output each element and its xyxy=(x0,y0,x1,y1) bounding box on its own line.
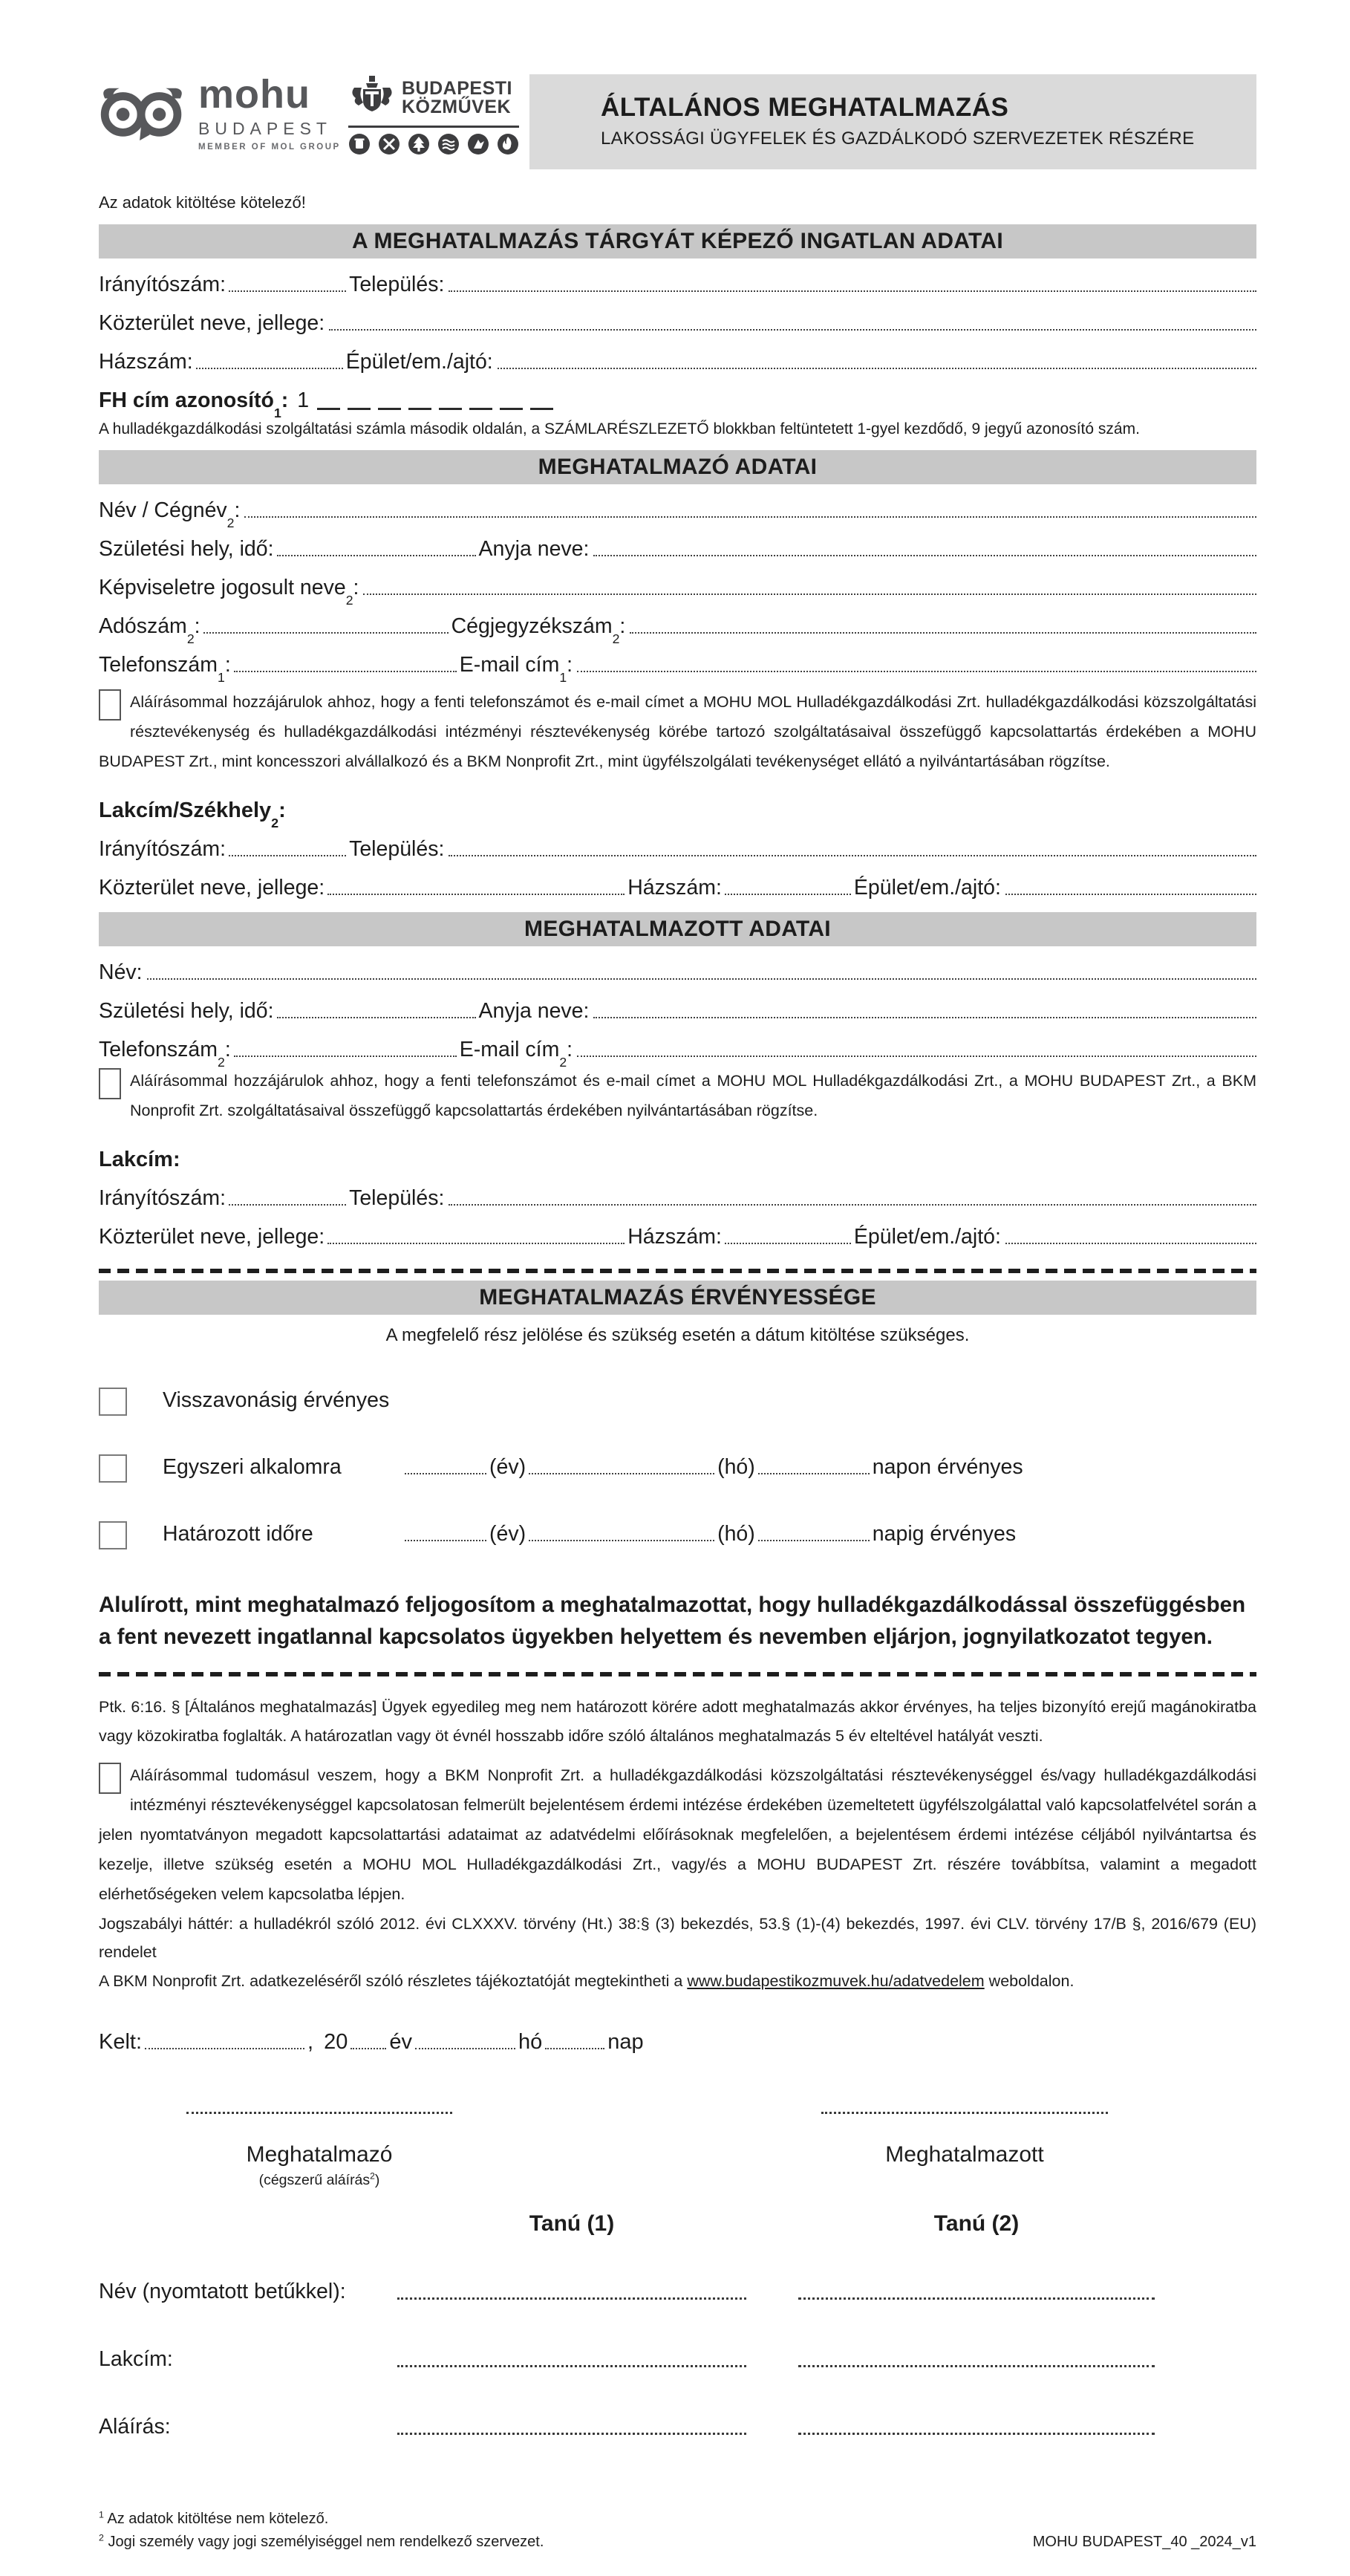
section-heading-principal: MEGHATALMAZÓ ADATAI xyxy=(99,450,1256,484)
chimney-sweep-icon xyxy=(467,133,489,155)
city-field[interactable] xyxy=(449,290,1256,292)
principal-name-colon: : xyxy=(234,498,241,522)
principal-mother-field[interactable] xyxy=(593,554,1256,556)
ptk-paragraph: Ptk. 6:16. § [Általános meghatalmazás] Ügyek egyedileg meg nem határozott körére adott meghatalmazás akkor érvényes, ha teljes bizonyító erejű magánokiratba vagy közokiratba foglalták. A határozatlan vagy öt évnél hosszabb időre szóló általános meghatalmazás 5 év elteltével hatályát veszti. xyxy=(99,1698,1256,1746)
agent-address-heading xyxy=(99,1142,1256,1172)
principal-consent-text: Aláírásommal hozzájárulok ahhoz, hogy a fenti telefonszámot és e-mail címet a MOHU MOL Hulladékgazdálkodási Zrt. hulladékgazdálkodási közszolgáltatási résztevékenység és hulladékgazdálkodási intézményi résztevékenység körébe tartozó szolgáltatásaival összefüggő kapcsolattartás érdekében a MOHU BUDAPEST Zrt., mint koncesszori alvállalkozó és a BKM Nonprofit Zrt., mint ügyfélszolgálati tevékenységet ellátó a nyilvántartásában rögzítse. xyxy=(99,693,1256,770)
year-unit-label: év xyxy=(389,2029,412,2054)
principal-email-colon: : xyxy=(567,653,573,677)
signature-names xyxy=(99,2142,1256,2167)
zip-label: Irányítószám: xyxy=(99,836,226,861)
witness-address-label: Lakcím: xyxy=(99,2346,173,2371)
mother-label: Anyja neve: xyxy=(478,998,590,1023)
date-row xyxy=(99,2030,1256,2055)
principal-address-heading: Lakcím/Székhely 2 : xyxy=(99,798,286,830)
agent-consent-text: Aláírásommal hozzájárulok ahhoz, hogy a fenti telefonszámot és e-mail címet a MOHU MOL Hulladékgazdálkodási Zrt., a MOHU BUDAPEST Zrt., a BKM Nonprofit Zrt. szolgáltatásaival összefüggő kapcsolattartás érdekében nyilvántartásában rögzítse. xyxy=(130,1071,1256,1119)
mohu-logo-text xyxy=(198,74,341,152)
principal-birth-field[interactable] xyxy=(277,554,476,556)
mohu-member-text: MEMBER OF MOL GROUP xyxy=(198,143,341,152)
fixed-year-field[interactable] xyxy=(405,1539,486,1541)
validity-option-label: Egyszeri alkalomra xyxy=(163,1454,342,1479)
validity-checkbox-single[interactable] xyxy=(99,1454,127,1483)
dashed-separator xyxy=(99,1672,1256,1676)
tax-number-colon: : xyxy=(194,614,200,638)
witness-address-row xyxy=(99,2347,1256,2372)
bkm-line1: BUDAPESTI xyxy=(402,77,512,99)
date-label: Kelt: xyxy=(99,2029,143,2054)
agent-email-label: E-mail cím xyxy=(459,1037,560,1061)
representative-colon: : xyxy=(353,576,359,599)
agent-name-field[interactable] xyxy=(147,978,1256,980)
witness2-name-field[interactable] xyxy=(798,2297,1155,2300)
footnote-2 xyxy=(99,2531,544,2554)
acknowledgement-consent xyxy=(99,1761,1256,1910)
district-heat-icon xyxy=(437,133,460,155)
property-house-row xyxy=(99,336,1256,374)
fixed-month-field[interactable] xyxy=(529,1539,714,1541)
validity-option-revocation xyxy=(99,1385,1256,1413)
witness-headings xyxy=(99,2211,1256,2237)
single-day-field[interactable] xyxy=(758,1472,870,1474)
date-place-field[interactable] xyxy=(145,2047,304,2049)
fh-digit-blank[interactable] xyxy=(317,406,340,410)
property-zip-city-row xyxy=(99,258,1256,297)
footnote-1 xyxy=(99,2508,1256,2531)
agent-signature-label: Meghatalmazott xyxy=(885,2141,1044,2167)
month-unit-label: (hó) xyxy=(717,1454,755,1479)
principal-name-label: Név / Cégnév xyxy=(99,498,227,522)
privacy-line xyxy=(99,1967,1256,1996)
single-month-field[interactable] xyxy=(529,1472,714,1474)
principal-address-house-field[interactable] xyxy=(725,893,851,895)
agent-birth-row xyxy=(99,985,1256,1024)
agent-mother-field[interactable] xyxy=(593,1016,1256,1018)
date-day-field[interactable] xyxy=(545,2047,604,2049)
fh-digit-blank[interactable] xyxy=(469,406,492,410)
footnotes xyxy=(99,2508,1256,2554)
principal-phone-colon: : xyxy=(224,653,231,677)
tax-number-label: Adószám xyxy=(99,614,187,638)
agent-email-field[interactable] xyxy=(577,1055,1256,1057)
footnote-2-text: Jogi személy vagy jogi személyiséggel nem rendelkező szervezet. xyxy=(103,2533,544,2550)
agent-name-row xyxy=(99,946,1256,985)
agent-birth-field[interactable] xyxy=(277,1016,476,1018)
building-label: Épület/em./ajtó: xyxy=(853,875,1001,900)
principal-address-zip-field[interactable] xyxy=(229,854,346,856)
witness1-heading: Tanú (1) xyxy=(529,2211,615,2236)
principal-signature-line[interactable] xyxy=(186,2111,452,2114)
month-unit-label: hó xyxy=(518,2029,543,2054)
agent-address-zip-row xyxy=(99,1172,1256,1211)
property-fh-row: FH cím azonosító 1 : 1 xyxy=(99,374,1256,413)
fh-note: A hulladékgazdálkodási szolgáltatási számla második oldalán, a SZÁMLARÉSZLEZETŐ blokkban feltüntetett 1-gyel kezdődő, 9 jegyű azonosító szám. xyxy=(99,420,1140,438)
agent-phone-label: Telefonszám xyxy=(99,1037,218,1061)
form-title: ÁLTALÁNOS MEGHATALMAZÁS xyxy=(601,93,1009,122)
street-label: Közterület neve, jellege: xyxy=(99,1224,325,1249)
validity-option-label: Határozott időre xyxy=(163,1521,313,1546)
principal-phone-label: Telefonszám xyxy=(99,653,218,677)
owl-logo-icon xyxy=(99,81,186,145)
mohu-city: BUDAPEST xyxy=(198,119,332,138)
principal-phone-field[interactable] xyxy=(234,670,457,672)
witness2-heading: Tanú (2) xyxy=(933,2211,1020,2236)
agent-address-city-field[interactable] xyxy=(449,1203,1256,1206)
required-note: Az adatok kitöltése kötelező! xyxy=(99,193,306,212)
bkm-divider xyxy=(348,126,519,128)
fh-digit-blank[interactable] xyxy=(439,406,462,410)
witness-name-row xyxy=(99,2280,1256,2304)
witness2-signature-field[interactable] xyxy=(798,2432,1155,2435)
principal-representative-field[interactable] xyxy=(363,593,1256,595)
principal-signature-note-row xyxy=(99,2172,1256,2189)
date-month-field[interactable] xyxy=(415,2047,515,2049)
city-label: Település: xyxy=(349,1185,445,1210)
validity-option-tail: napig érvényes xyxy=(872,1521,1017,1546)
fh-id-colon: : xyxy=(281,388,289,412)
footnote-1-text: Az adatok kitöltése nem kötelező. xyxy=(103,2510,329,2527)
witness2-address-field[interactable] xyxy=(798,2364,1155,2367)
validity-option-fixed xyxy=(99,1518,1256,1546)
principal-email-label: E-mail cím xyxy=(459,653,560,677)
principal-birth-row xyxy=(99,523,1256,562)
principal-address-label: Lakcím/Székhely xyxy=(99,798,272,822)
acknowledgement-checkbox[interactable] xyxy=(99,1763,121,1794)
tools-icon xyxy=(378,133,400,155)
privacy-pre: A BKM Nonprofit Zrt. adatkezeléséről szóló részletes tájékoztatóját megtekintheti a xyxy=(99,1972,688,1991)
fh-id-label: FH cím azonosító xyxy=(99,388,274,412)
company-reg-label: Cégjegyzékszám xyxy=(451,614,613,638)
year-unit-label: (év) xyxy=(489,1521,526,1546)
principal-signature-note-pre: (cégszerű aláírás xyxy=(258,2171,371,2188)
city-label: Település: xyxy=(349,273,445,296)
single-year-field[interactable] xyxy=(405,1472,486,1474)
mohu-name: mohu xyxy=(198,72,310,117)
witness-signature-label: Aláírás: xyxy=(99,2414,171,2439)
validity-checkbox-revocation[interactable] xyxy=(99,1388,127,1416)
principal-signature-note-sup: 2 xyxy=(370,2170,375,2182)
validity-checkbox-fixed[interactable] xyxy=(99,1521,127,1549)
house-label: Házszám: xyxy=(627,875,722,900)
building-label: Épület/em./ajtó: xyxy=(853,1224,1001,1249)
signature-lines xyxy=(99,2111,1256,2114)
mother-label: Anyja neve: xyxy=(478,537,590,561)
principal-email-field[interactable] xyxy=(577,670,1256,672)
principal-address-building-field[interactable] xyxy=(1005,893,1256,895)
agent-email-colon: : xyxy=(567,1037,573,1061)
form-subtitle: LAKOSSÁGI ÜGYFELEK ÉS GAZDÁLKODÓ SZERVEZETEK RÉSZÉRE xyxy=(601,129,1195,149)
validity-note: A megfelelő rész jelölése és szükség esetén a dátum kitöltése szükséges. xyxy=(385,1324,970,1345)
principal-name-row: Név / Cégnév 2 : xyxy=(99,484,1256,523)
principal-signature-label: Meghatalmazó xyxy=(246,2141,393,2167)
witness1-address-field[interactable] xyxy=(397,2364,746,2367)
fh-digit-blank[interactable] xyxy=(500,406,523,410)
form-version: MOHU BUDAPEST_40 _2024_v1 xyxy=(1032,2533,1256,2550)
date-comma: , xyxy=(307,2029,314,2054)
agent-phone-row: Telefonszám 2 : E-mail cím 2 : xyxy=(99,1024,1256,1062)
principal-tax-field[interactable] xyxy=(203,631,449,634)
principal-consent-checkbox[interactable] xyxy=(99,689,121,721)
agent-signature-line[interactable] xyxy=(821,2111,1108,2114)
agent-phone-colon: : xyxy=(224,1037,231,1061)
dashed-separator xyxy=(99,1269,1256,1273)
principal-tax-row: Adószám 2 : Cégjegyzékszám 2 : xyxy=(99,600,1256,639)
bkm-logo xyxy=(348,74,519,155)
fh-digit-blank[interactable] xyxy=(530,406,553,410)
agent-address-house-field[interactable] xyxy=(725,1242,851,1244)
month-unit-label: (hó) xyxy=(717,1521,755,1546)
principal-signature-note-post: ) xyxy=(374,2171,380,2188)
street-label: Közterület neve, jellege: xyxy=(99,311,325,335)
house-label: Házszám: xyxy=(627,1224,722,1249)
date-year-field[interactable] xyxy=(350,2047,386,2049)
house-label: Házszám: xyxy=(99,350,193,374)
footnote-2-sup: 2 xyxy=(99,2532,104,2543)
principal-signature-note xyxy=(186,2172,452,2189)
fh-first-digit: 1 xyxy=(297,388,310,412)
agent-address-street-row xyxy=(99,1211,1256,1249)
fh-digit-blank[interactable] xyxy=(408,406,431,410)
validity-option-tail: napon érvényes xyxy=(872,1454,1023,1479)
principal-consent xyxy=(99,688,1256,777)
zip-field[interactable] xyxy=(229,290,346,292)
principal-representative-row: Képviseletre jogosult neve 2 : xyxy=(99,562,1256,600)
crest-icon xyxy=(348,74,396,122)
bkm-name xyxy=(402,79,512,117)
section-heading-property: A MEGHATALMAZÁS TÁRGYÁT KÉPEZŐ INGATLAN ADATAI xyxy=(99,224,1256,258)
fh-digit-blank[interactable] xyxy=(348,406,371,410)
principal-address-street-row xyxy=(99,862,1256,900)
company-reg-colon: : xyxy=(619,614,626,638)
witness-name-label: Név (nyomtatott betűkkel): xyxy=(99,2279,346,2303)
birth-label: Születési hely, idő: xyxy=(99,998,274,1023)
year-unit-label: (év) xyxy=(489,1454,526,1479)
tree-icon xyxy=(408,133,430,155)
agent-address-building-field[interactable] xyxy=(1005,1242,1256,1244)
agent-consent xyxy=(99,1067,1256,1126)
city-label: Település: xyxy=(349,836,445,861)
bkm-line2: KÖZMŰVEK xyxy=(402,97,512,117)
mohu-logo xyxy=(99,74,344,152)
header xyxy=(99,74,1256,169)
footnote-1-sup: 1 xyxy=(99,2509,104,2520)
birth-label: Születési hely, idő: xyxy=(99,537,274,561)
form-title-box xyxy=(529,74,1256,169)
agent-address-label: Lakcím: xyxy=(99,1147,180,1171)
witness1-signature-field[interactable] xyxy=(397,2432,746,2435)
representative-label: Képviseletre jogosult neve xyxy=(99,576,346,599)
agent-address-zip-field[interactable] xyxy=(229,1203,346,1206)
principal-name-field[interactable] xyxy=(244,515,1256,518)
principal-phone-row: Telefonszám 1 : E-mail cím 1 : xyxy=(99,639,1256,677)
building-label: Épület/em./ajtó: xyxy=(345,350,493,374)
street-label: Közterület neve, jellege: xyxy=(99,875,325,900)
zip-label: Irányítószám: xyxy=(99,273,226,296)
principal-company-reg-field[interactable] xyxy=(630,631,1256,634)
house-field[interactable] xyxy=(196,367,343,369)
section-heading-validity: MEGHATALMAZÁS ÉRVÉNYESSÉGE xyxy=(99,1281,1256,1315)
year-prefix: 20 xyxy=(324,2029,348,2054)
witness-signature-row xyxy=(99,2415,1256,2439)
acknowledgement-text: Aláírásommal tudomásul veszem, hogy a BKM Nonprofit Zrt. a hulladékgazdálkodási közszolgáltatási résztevékenységgel és/vagy hulladékgazdálkodási intézményi résztevékenységgel kapcsolatosan felmerült bejelentésem érdemi intézése érdekében üzemeltetett ügyfélszolgálattal való kapcsolatfelvétel során a jelen nyomtatványon megadott kapcsolattartási adataimat az adatvédelmi előírásoknak megfelelően, a bejelentésem érdemi intézése céljából nyilvántartsa és kezelje, illetve szükség esetén a MOHU MOL Hulladékgazdálkodási Zrt., vagy/és a MOHU BUDAPEST Zrt. részére továbbítsa, valamint a megadott elérhetőségeken velem kapcsolatba lépjen. xyxy=(99,1766,1256,1903)
agent-name-label: Név: xyxy=(99,960,143,984)
principal-address-colon: : xyxy=(278,798,286,822)
fh-digit-blank[interactable] xyxy=(378,406,401,410)
validity-option-label: Visszavonásig érvényes xyxy=(163,1388,390,1412)
street-field[interactable] xyxy=(329,328,1256,331)
witness1-name-field[interactable] xyxy=(397,2297,746,2300)
gas-flame-icon xyxy=(497,133,519,155)
waste-bin-icon xyxy=(348,133,371,155)
fixed-day-field[interactable] xyxy=(758,1539,870,1541)
privacy-post: weboldalon. xyxy=(984,1972,1075,1991)
day-unit-label: nap xyxy=(607,2029,644,2054)
principal-address-city-field[interactable] xyxy=(449,854,1256,856)
principal-address-street-field[interactable] xyxy=(327,893,625,895)
declaration-text: Alulírott, mint meghatalmazó feljogosítom a meghatalmazottat, hogy hulladékgazdálkodással összefüggésben a fent nevezett ingatlannal kapcsolatos ügyekben helyettem és nevemben eljárjon, jognyilatkozatot tegyen. xyxy=(99,1592,1246,1649)
legal-background: Jogszabályi háttér: a hulladékról szóló 2012. évi CLXXXV. törvény (Ht.) 38:§ (3) bekezdés, 53.§ (1)-(4) bekezdés, 1997. évi CLV. törvény 17/B §, 2016/679 (EU) rendelet xyxy=(99,1914,1256,1962)
section-heading-agent: MEGHATALMAZOTT ADATAI xyxy=(99,912,1256,946)
privacy-link[interactable]: www.budapestikozmuvek.hu/adatvedelem xyxy=(687,1972,985,1991)
bkm-utility-icons xyxy=(348,133,519,155)
validity-option-single xyxy=(99,1451,1256,1480)
zip-label: Irányítószám: xyxy=(99,1185,226,1210)
property-street-row xyxy=(99,297,1256,336)
agent-phone-field[interactable] xyxy=(234,1055,457,1057)
building-field[interactable] xyxy=(498,367,1256,369)
agent-consent-checkbox[interactable] xyxy=(99,1068,121,1099)
agent-address-street-field[interactable] xyxy=(327,1242,625,1244)
